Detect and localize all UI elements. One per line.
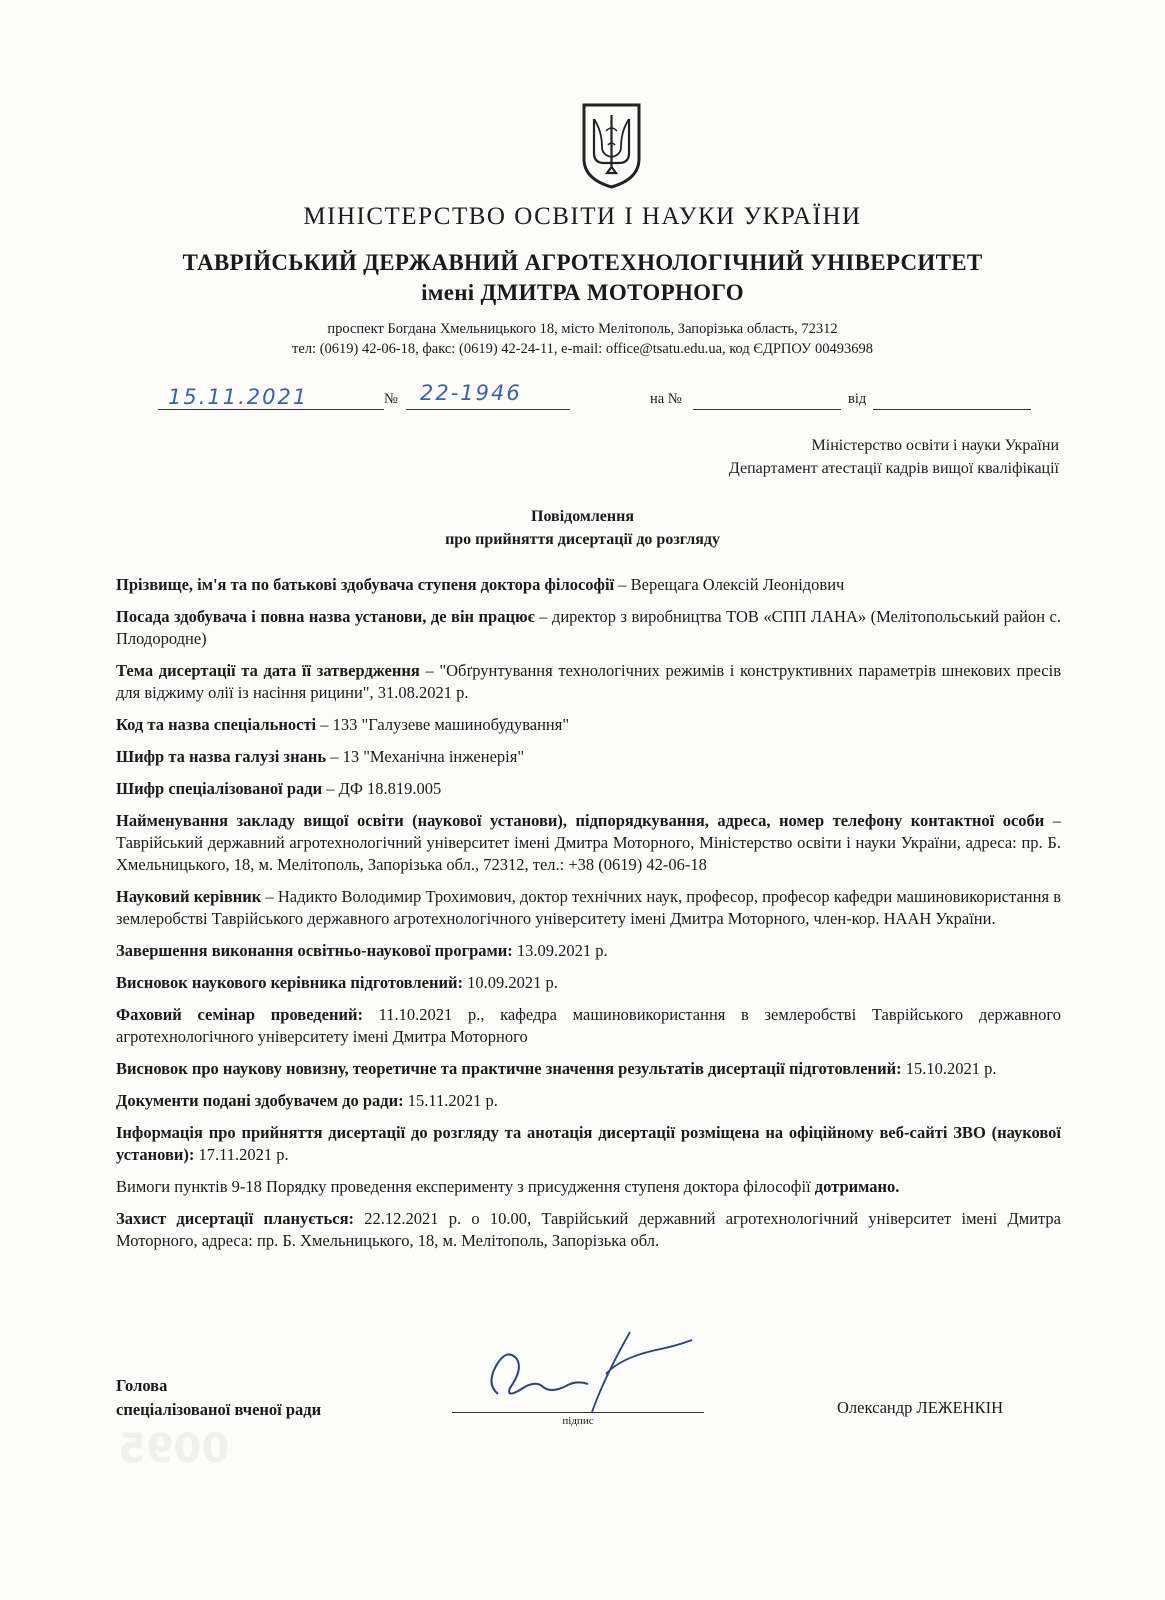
- ministry-name: МІНІСТЕРСТВО ОСВІТИ І НАУКИ УКРАЇНИ: [303, 203, 862, 230]
- field-seminar: Фаховий семінар проведений: 11.10.2021 р., кафедра машиновикористання в землеробстві Таврійського державного агротехнологічного університету імені Дмитра Моторного: [116, 1005, 1061, 1046]
- signatory-role: [116, 1374, 321, 1422]
- signatory-role-line2: спеціалізованої вченої ради: [116, 1400, 322, 1419]
- address-line1: проспект Богдана Хмельницького 18, місто Мелітополь, Запорізька область, 72312: [327, 321, 838, 337]
- bleed-through-number: 0095: [118, 1426, 230, 1472]
- field-applicant: Прізвище, ім'я та по батькові здобувача ступеня доктора філософії – Верещага Олексій Леонідович: [116, 575, 845, 594]
- signature-line: [452, 1412, 704, 1413]
- handwritten-signature: [480, 1328, 700, 1418]
- field-position: Посада здобувача і повна назва установи, де він працює – директор з виробництва ТОВ «СПП ЛАНА» (Мелітопольський район с. Плодородне): [116, 607, 1061, 648]
- document-title-line1: Повідомлення: [531, 508, 634, 525]
- document-title-line2: про прийняття дисертації до розгляду: [445, 531, 720, 548]
- university-address: [0, 319, 1165, 359]
- field-program-completion: Завершення виконання освітньо-наукової програми: 13.09.2021 р.: [116, 941, 608, 960]
- recipient-block: [729, 434, 1059, 480]
- field-knowledge-area: Шифр та назва галузі знань – 13 "Механічна інженерія": [116, 747, 525, 766]
- field-topic: Тема дисертації та дата її затвердження – "Обґрунтування технологічних режимів і конструктивних параметрів шнекових пресів для віджиму олії із насіння рицини", 31.08.2021 р.: [116, 661, 1061, 702]
- university-name: [0, 248, 1165, 308]
- reply-date-label: від: [848, 391, 867, 407]
- field-novelty-conclusion: Висновок про наукову новизну, теоретичне та практичне значення результатів дисертації підготовлений: 15.10.2021 р.: [116, 1059, 997, 1078]
- notice-body: [116, 574, 1061, 1262]
- signatory-role-line1: Голова: [116, 1376, 168, 1395]
- field-institution: Найменування закладу вищої освіти (наукової установи), підпорядкування, адреса, номер телефону контактної особи – Таврійський державний агротехнологічний університет імені Дмитра Моторного, Міністерство освіти і науки України, адреса: пр. Б. Хмельницького, 18, м. Мелітополь, Запорізька обл., 72312, тел.: +38 (0619) 42-06-18: [116, 811, 1061, 874]
- field-requirements: Вимоги пунктів 9-18 Порядку проведення експерименту з присудження ступеня доктора філософії дотримано.: [116, 1177, 900, 1196]
- university-name-line2: імені ДМИТРА МОТОРНОГО: [421, 280, 744, 305]
- address-line2: тел: (0619) 42-06-18, факс: (0619) 42-24-11, e-mail: office@tsatu.edu.ua, код ЄДРПОУ 00493698: [292, 341, 873, 357]
- registration-date: 15.11.2021: [168, 385, 309, 409]
- registration-number-label: №: [384, 391, 398, 407]
- trident-icon: [580, 101, 643, 190]
- field-website-publication: Інформація про прийняття дисертації до розгляду та анотація дисертації розміщена на офіційному веб-сайті ЗВО (наукової установи): 17.11.2021 р.: [116, 1123, 1061, 1164]
- field-defense: Захист дисертації планується: 22.12.2021 р. о 10.00, Таврійський державний агротехнологічний університет імені Дмитра Моторного, адреса: пр. Б. Хмельницького, 18, м. Мелітополь, Запорізька обл.: [116, 1209, 1061, 1250]
- field-supervisor: Науковий керівник – Надикто Володимир Трохимович, доктор технічних наук, професор, професор кафедри машиновикористання в землеробстві Таврійського державного агротехнологічного університету імені Дмитра Моторного, член-кор. НААН України.: [116, 887, 1061, 928]
- university-name-line1: ТАВРІЙСЬКИЙ ДЕРЖАВНИЙ АГРОТЕХНОЛОГІЧНИЙ УНІВЕРСИТЕТ: [182, 250, 983, 275]
- recipient-line1: Міністерство освіти і науки України: [811, 437, 1059, 454]
- reply-number-label: на №: [650, 391, 682, 407]
- registration-line: [0, 381, 1165, 415]
- signatory-name: Олександр ЛЕЖЕНКІН: [837, 1398, 1003, 1417]
- field-specialty: Код та назва спеціальності – 133 "Галузеве машинобудування": [116, 715, 570, 734]
- signature-caption: підпис: [562, 1415, 594, 1427]
- recipient-line2: Департамент атестації кадрів вищої кваліфікації: [728, 460, 1059, 477]
- field-council-code: Шифр спеціалізованої ради – ДФ 18.819.005: [116, 779, 442, 798]
- registration-number: 22-1946: [420, 381, 522, 405]
- field-supervisor-conclusion: Висновок наукового керівника підготовлений: 10.09.2021 р.: [116, 973, 558, 992]
- field-documents-submitted: Документи подані здобувачем до ради: 15.11.2021 р.: [116, 1091, 498, 1110]
- document-title: [0, 505, 1165, 551]
